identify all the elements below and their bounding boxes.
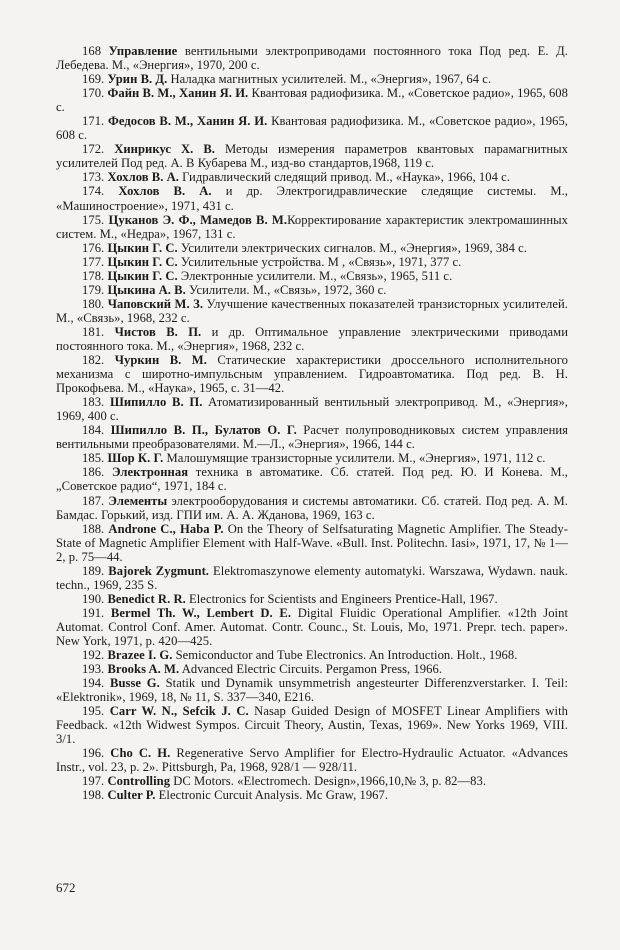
entry-number: 178. xyxy=(82,268,105,283)
bibliography-entry xyxy=(56,297,568,325)
entry-author: Bajorek Zygmunt. xyxy=(108,563,210,578)
entry-number: 185. xyxy=(82,451,105,466)
bibliography-entry xyxy=(56,648,568,662)
entry-number: 169. xyxy=(82,72,105,87)
entry-number: 195. xyxy=(82,704,105,719)
bibliography-entry xyxy=(56,676,568,704)
entry-author: Controlling xyxy=(107,774,171,789)
bibliography-entry xyxy=(56,86,568,114)
entry-number: 194. xyxy=(82,676,105,691)
bibliography-entry xyxy=(56,494,568,522)
entry-author: Benedict R. R. xyxy=(107,591,186,606)
entry-number: 177. xyxy=(82,254,105,269)
bibliography-entry xyxy=(56,662,568,676)
bibliography-entry xyxy=(56,255,568,269)
entry-number: 173. xyxy=(82,170,105,185)
entry-author: Хинрикус Х. В. xyxy=(114,142,215,157)
bibliography-entry xyxy=(56,592,568,606)
bibliography-entry xyxy=(56,114,568,142)
entry-number: 182. xyxy=(82,353,105,368)
entry-text: Electronic Curcuit Analysis. Mc Graw, 1967. xyxy=(155,788,389,803)
entry-number: 180. xyxy=(82,296,105,311)
entry-text: Elektromaszynowe elementy automatyki. Warszawa, Wydawn. nauk. techn., 1969, 235 S. xyxy=(56,563,568,592)
entry-text: Наладка магнитных усилителей. М., «Энергия», 1967, 64 с. xyxy=(167,72,492,87)
bibliography-entry xyxy=(56,44,568,72)
entry-number: 190. xyxy=(82,591,105,606)
bibliography-entry xyxy=(56,353,568,395)
entry-text: вентильными электроприводами постоянного тока Под ред. Е. Д. Лебедева. М., «Энергия», 1970, 200 с. xyxy=(56,44,569,73)
bibliography-entry xyxy=(56,704,568,746)
bibliography-entry xyxy=(56,746,568,774)
entry-author: Carr W. N., Sefcik J. C. xyxy=(109,704,249,719)
bibliography-entry xyxy=(56,72,568,86)
entry-number: 172. xyxy=(82,142,105,157)
entry-number: 168 xyxy=(82,44,102,58)
entry-author: Чаповский М. З. xyxy=(107,296,204,311)
entry-text: Гидравлический следящий привод. М., «Наука», 1966, 104 с. xyxy=(178,170,510,185)
entry-text: Атоматизированный вентильный электропривод. М., «Энергия», 1969, 400 с. xyxy=(56,395,568,424)
entry-text: Малошумящие транзисторные усилители. М., «Энергия», 1971, 112 с. xyxy=(163,451,546,466)
bibliography-entry xyxy=(56,184,568,212)
bibliography-entry xyxy=(56,522,568,564)
bibliography-entry xyxy=(56,774,568,788)
entry-text: Квантовая радиофизика. М., «Советское радио», 1965, 608 с. xyxy=(56,86,568,115)
bibliography-list xyxy=(56,44,568,803)
entry-text: Digital Fluidic Operational Amplifier. «12th Joint Automat. Control Conf. Amer. Automat. Contr. Counc., St. Louis, Mo, 1971. Prepr. tech. paper». New York, 1971, p. 420—425. xyxy=(56,605,568,648)
entry-number: 189. xyxy=(82,563,105,578)
entry-number: 174. xyxy=(82,184,105,199)
entry-text: Regenerative Servo Amplifier for Electro-Hydraulic Actuator. «Advances Instr., vol. 23, p. 2». Pittsburgh, Pa, 1968, 928/1 — 928/11. xyxy=(56,746,568,775)
bibliography-entry xyxy=(56,606,568,648)
entry-author: Busse G. xyxy=(110,676,160,691)
bibliography-entry xyxy=(56,142,568,170)
entry-number: 188. xyxy=(82,521,105,536)
entry-text: электрооборудования и системы автоматики. Сб. статей. Под ред. А. М. Бамдас. Горький, изд. ГПИ им. А. А. Жданова, 1969, 163 с. xyxy=(56,493,568,522)
entry-number: 181. xyxy=(82,324,105,339)
entry-number: 183. xyxy=(82,395,105,410)
bibliography-entry xyxy=(56,241,568,255)
bibliography-entry xyxy=(56,395,568,423)
page-number: 672 xyxy=(56,880,76,895)
entry-number: 197. xyxy=(82,774,105,789)
entry-text: Statik und Dynamik unsymmetrish angesteurter Differenzverstarker. I. Teil: «Elektronik», 1969, 18, № 11, S. 337—340, E216. xyxy=(56,676,569,705)
entry-author: Цыкина А. В. xyxy=(107,282,186,297)
entry-number: 171. xyxy=(82,114,105,129)
entry-author: Управление xyxy=(108,44,178,58)
entry-number: 192. xyxy=(82,648,105,663)
entry-number: 184. xyxy=(82,423,105,438)
bibliography-entry xyxy=(56,423,568,451)
entry-author: Хохлов В. А. xyxy=(107,170,179,185)
entry-author: Шипилло В. П. xyxy=(109,395,203,410)
entry-author: Чуркин В. М. xyxy=(114,353,207,368)
entry-author: Элементы xyxy=(108,493,168,508)
bibliography-entry xyxy=(56,213,568,241)
entry-number: 191. xyxy=(82,605,105,620)
entry-text: Корректирование характеристик электромашинных систем. М., «Недра», 1967, 131 с. xyxy=(56,212,568,241)
entry-author: Файн В. М., Ханин Я. И. xyxy=(107,86,249,101)
entry-author: Culter P. xyxy=(107,788,156,803)
entry-text: Усилители электрических сигналов. М., «Энергия», 1969, 384 с. xyxy=(177,240,527,255)
entry-author: Хохлов В. А. xyxy=(118,184,212,199)
entry-text: Расчет полупроводниковых систем управления вентильными преобразователями. М.—Л., «Энергия», 1966, 144 с. xyxy=(56,423,568,452)
entry-author: Цыкин Г. С. xyxy=(107,240,178,255)
entry-author: Цыкин Г. С. xyxy=(107,254,178,269)
entry-text: Усилительные устройства. М , «Связь», 1971, 377 с. xyxy=(177,254,462,269)
entry-number: 193. xyxy=(82,662,105,677)
entry-text: техника в автоматике. Сб. статей. Под ред. Ю. И Конева. М., „Советское радио“, 1971, 184 с. xyxy=(56,465,568,494)
entry-text: Электронные усилители. М., «Связь», 1965, 511 с. xyxy=(177,268,453,283)
entry-author: Bermel Th. W., Lembert D. E. xyxy=(110,605,292,620)
entry-number: 176. xyxy=(82,240,105,255)
entry-number: 196. xyxy=(82,746,105,761)
bibliography-entry xyxy=(56,465,568,493)
entry-author: Электронная xyxy=(111,465,189,480)
entry-author: Androne C., Haba P. xyxy=(108,521,224,536)
entry-text: и др. Оптимальное управление электрическими приводами постоянного тока. М., «Энергия», 1968, 232 с. xyxy=(56,324,568,353)
entry-text: DC Motors. «Electromech. Design»,1966,10,№ 3, p. 82—83. xyxy=(170,774,487,789)
entry-text: Nasap Guided Design of MOSFET Linear Amplifiers with Feedback. «12th Widwest Sympos. Circuit Theory, Austin, Texas, 1969». New Yorks 1969, VIII. 3/1. xyxy=(56,704,569,747)
entry-author: Цуканов Э. Ф., Мамедов В. М. xyxy=(108,212,288,227)
entry-text: Усилители. М., «Связь», 1972, 360 с. xyxy=(185,282,387,297)
entry-number: 179. xyxy=(82,282,105,297)
bibliography-entry xyxy=(56,269,568,283)
entry-number: 186. xyxy=(82,465,105,480)
bibliography-entry xyxy=(56,564,568,592)
entry-number: 187. xyxy=(82,493,105,508)
entry-author: Цыкин Г. С. xyxy=(107,268,178,283)
entry-text: Методы измерения параметров квантовых парамагнитных усилителей Под ред. А. В Кубарева М., изд-во стандартов,1968, 119 с. xyxy=(56,142,569,171)
bibliography-entry xyxy=(56,325,568,353)
entry-author: Brazee I. G. xyxy=(107,648,173,663)
entry-text: Electronics for Scientists and Engineers Prentice-Hall, 1967. xyxy=(185,591,498,606)
entry-author: Шипилло В. П., Булатов О. Г. xyxy=(110,423,297,438)
entry-text: Advanced Electric Circuits. Pergamon Press, 1966. xyxy=(179,662,443,677)
entry-number: 170. xyxy=(82,86,105,101)
entry-text: Улучшение качественных показателей транзисторных усилителей. М., «Связь», 1968, 232 с. xyxy=(56,296,569,325)
entry-text: Статические характеристики дроссельного исполнительного механизма с широтно-импульсным управлением. Гидроавтоматика. Под ред. В. Н. Прокофьева. М., «Наука», 1965, с. 31—42. xyxy=(56,353,569,396)
bibliography-entry xyxy=(56,170,568,184)
entry-text: Semiconductor and Tube Electronics. An Introduction. Holt., 1968. xyxy=(172,648,518,663)
bibliography-entry xyxy=(56,283,568,297)
entry-text: и др. Электрогидравлические следящие системы. М., «Машиностроение», 1971, 431 с. xyxy=(56,184,568,213)
entry-author: Cho C. H. xyxy=(110,746,171,761)
bibliography-entry xyxy=(56,451,568,465)
bibliography-entry xyxy=(56,788,568,802)
entry-text: Квантовая радиофизика. М., «Советское радио», 1965, 608 с. xyxy=(56,114,568,143)
entry-author: Чистов В. П. xyxy=(114,324,202,339)
entry-text: On the Theory of Selfsaturating Magnetic Amplifier. The Steady-State of Magnetic Amplifier Element with Half-Wave. «Bull. Inst. Politechn. Iasi», 1971, 17, № 1—2, p. 75—44. xyxy=(56,521,568,564)
entry-author: Шор К. Г. xyxy=(107,451,164,466)
entry-number: 175. xyxy=(82,212,105,227)
entry-author: Урин В. Д. xyxy=(107,72,168,87)
entry-author: Brooks A. M. xyxy=(107,662,180,677)
entry-author: Федосов В. М., Ханин Я. И. xyxy=(108,114,268,129)
entry-number: 198. xyxy=(82,788,105,803)
